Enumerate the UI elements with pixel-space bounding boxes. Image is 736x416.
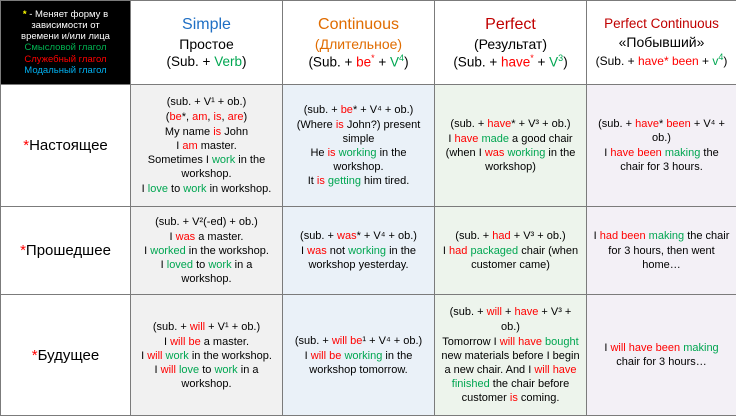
table-row-future	[1, 295, 736, 416]
cell-future-continuous	[283, 295, 435, 416]
example: My name is John	[164, 126, 249, 139]
header-perfect-formula-have: have	[500, 54, 531, 70]
formula: (sub. + V²(-ed) + ob.)	[155, 215, 258, 228]
formula: (sub. + be* + V⁴ + ob.)	[303, 103, 414, 116]
cell-future-simple	[131, 295, 283, 416]
header-continuous-formula-v: V	[390, 54, 400, 70]
example: I will have been making chair for 3 hours…	[604, 342, 719, 369]
column-header-simple	[131, 1, 283, 85]
cell-past-simple	[131, 206, 283, 295]
table-row-present	[1, 84, 736, 206]
row-label-future	[1, 295, 131, 416]
formula-alt: (be*, am, is, are)	[165, 111, 248, 124]
legend-line3: времени и/или лица	[21, 31, 110, 43]
header-continuous-formula-sup2: 4	[399, 53, 405, 64]
table-header-row	[1, 1, 736, 85]
legend-line2: зависимости от	[31, 20, 100, 32]
formula: (sub. + V¹ + ob.)	[166, 96, 247, 109]
header-continuous-formula-be: be	[356, 54, 372, 70]
header-perfcont-formula-have-been: have* been	[637, 53, 699, 68]
column-header-perfect	[435, 1, 587, 85]
row-present-star: *	[23, 136, 30, 154]
cell-past-continuous	[283, 206, 435, 295]
cell-present-perfect	[435, 84, 587, 206]
example: (Where is John?) present simple	[296, 118, 421, 145]
row-present-label: Настоящее	[29, 136, 108, 154]
column-header-perfect-continuous	[587, 1, 736, 85]
formula: (sub. + will be¹ + V⁴ + ob.)	[294, 334, 423, 347]
row-label-past	[1, 206, 131, 295]
header-perfcont-formula-post: )	[723, 53, 728, 68]
header-perfect-formula-sup: *	[530, 53, 534, 64]
example: I was a master.	[169, 230, 244, 243]
formula: (sub. + had + V³ + ob.)	[455, 229, 566, 242]
formula: (sub. + have* + V³ + ob.)	[450, 117, 571, 130]
header-simple-formula-pre: (Sub. +	[166, 54, 215, 70]
header-simple-formula-post: )	[241, 54, 247, 70]
header-perfcont-ru: «Побывший»	[618, 34, 705, 51]
row-future-star: *	[31, 346, 38, 364]
example: I will be a master.	[163, 335, 249, 348]
example: I love to work in workshop.	[141, 182, 272, 195]
example: It is getting him tired.	[307, 174, 410, 187]
example: I loved to work in a workshop.	[160, 259, 253, 286]
header-simple-title: Simple	[182, 15, 231, 33]
cell-future-perfect	[435, 295, 587, 416]
cell-past-perfect-continuous	[587, 206, 736, 295]
example: I worked in the workshop.	[144, 245, 269, 257]
column-header-continuous	[283, 1, 435, 85]
row-label-present	[1, 84, 131, 206]
cell-present-continuous	[283, 84, 435, 206]
example: I will be working in the workshop tomorrow.	[304, 349, 413, 376]
header-perfcont-formula-v: v	[712, 53, 719, 68]
example: I will love to work in a workshop.	[154, 363, 259, 390]
example: I will work in the workshop.	[141, 349, 272, 362]
table-row-past	[1, 206, 736, 295]
cell-past-perfect	[435, 206, 587, 295]
header-perfect-formula-v: V	[549, 54, 559, 70]
header-continuous-formula-sup: *	[371, 53, 375, 64]
example: I had packaged chair (when customer came)	[442, 245, 579, 272]
legend-cell	[1, 1, 131, 85]
example: Tomorrow I will have bought new materials before I begin a new chair. And I will have finished the chair before customer is coming.	[441, 335, 580, 404]
example: I have been making the chair for 3 hours.	[604, 146, 719, 173]
cell-present-simple	[131, 84, 283, 206]
example: I have made a good chair (when I was working in the workshop)	[445, 132, 576, 173]
row-future-label: Будущее	[37, 346, 100, 364]
legend-star-text: - Меняет форму в	[26, 8, 109, 20]
header-simple-formula-verb: Verb	[214, 54, 242, 70]
header-perfcont-formula-mid: +	[698, 53, 713, 68]
header-continuous-formula-post: )	[404, 54, 409, 70]
header-perfcont-formula-pre: (Sub. +	[595, 53, 638, 68]
header-perfect-title: Perfect	[485, 15, 536, 33]
cell-present-perfect-continuous	[587, 84, 736, 206]
header-perfcont-formula-sup2: 4	[718, 51, 724, 62]
example: He is working in the workshop.	[310, 146, 407, 173]
legend-semantic-verb: Смысловой глагол	[24, 42, 107, 54]
row-past-star: *	[20, 242, 26, 260]
formula: (sub. + was* + V⁴ + ob.)	[300, 229, 417, 242]
legend-modal-verb: Модальный глагол	[24, 64, 107, 76]
row-past-label: Прошедшее	[25, 242, 111, 260]
example: I had been making the chair for 3 hours, then went home…	[593, 230, 730, 271]
header-continuous-formula-pre: (Sub. +	[308, 54, 357, 70]
header-perfect-formula-pre: (Sub. +	[453, 54, 501, 70]
cell-future-perfect-continuous	[587, 295, 736, 416]
header-perfect-formula-sup2: 3	[558, 53, 564, 64]
header-perfect-ru: (Результат)	[474, 35, 547, 52]
example: I am master.	[176, 140, 237, 153]
header-perfcont-title: Perfect Continuous	[604, 16, 719, 32]
header-continuous-formula-mid: +	[374, 54, 391, 70]
header-continuous-ru: (Длительное)	[314, 35, 403, 52]
header-perfect-formula-post: )	[563, 54, 568, 70]
legend-auxiliary-verb: Служебный глагол	[24, 53, 107, 65]
header-simple-ru: Простое	[179, 35, 234, 52]
formula: (sub. + will + V¹ + ob.)	[152, 320, 261, 333]
example: Sometimes I work in the workshop.	[147, 154, 266, 181]
header-perfect-formula-mid: +	[533, 54, 550, 70]
formula: (sub. + will + have + V³ + ob.)	[449, 306, 572, 333]
header-continuous-title: Continuous	[318, 15, 399, 33]
formula: (sub. + have* been + V⁴ + ob.)	[598, 117, 725, 144]
legend-star: *	[22, 8, 27, 20]
example: I was not working in the workshop yesterday.	[301, 245, 416, 272]
